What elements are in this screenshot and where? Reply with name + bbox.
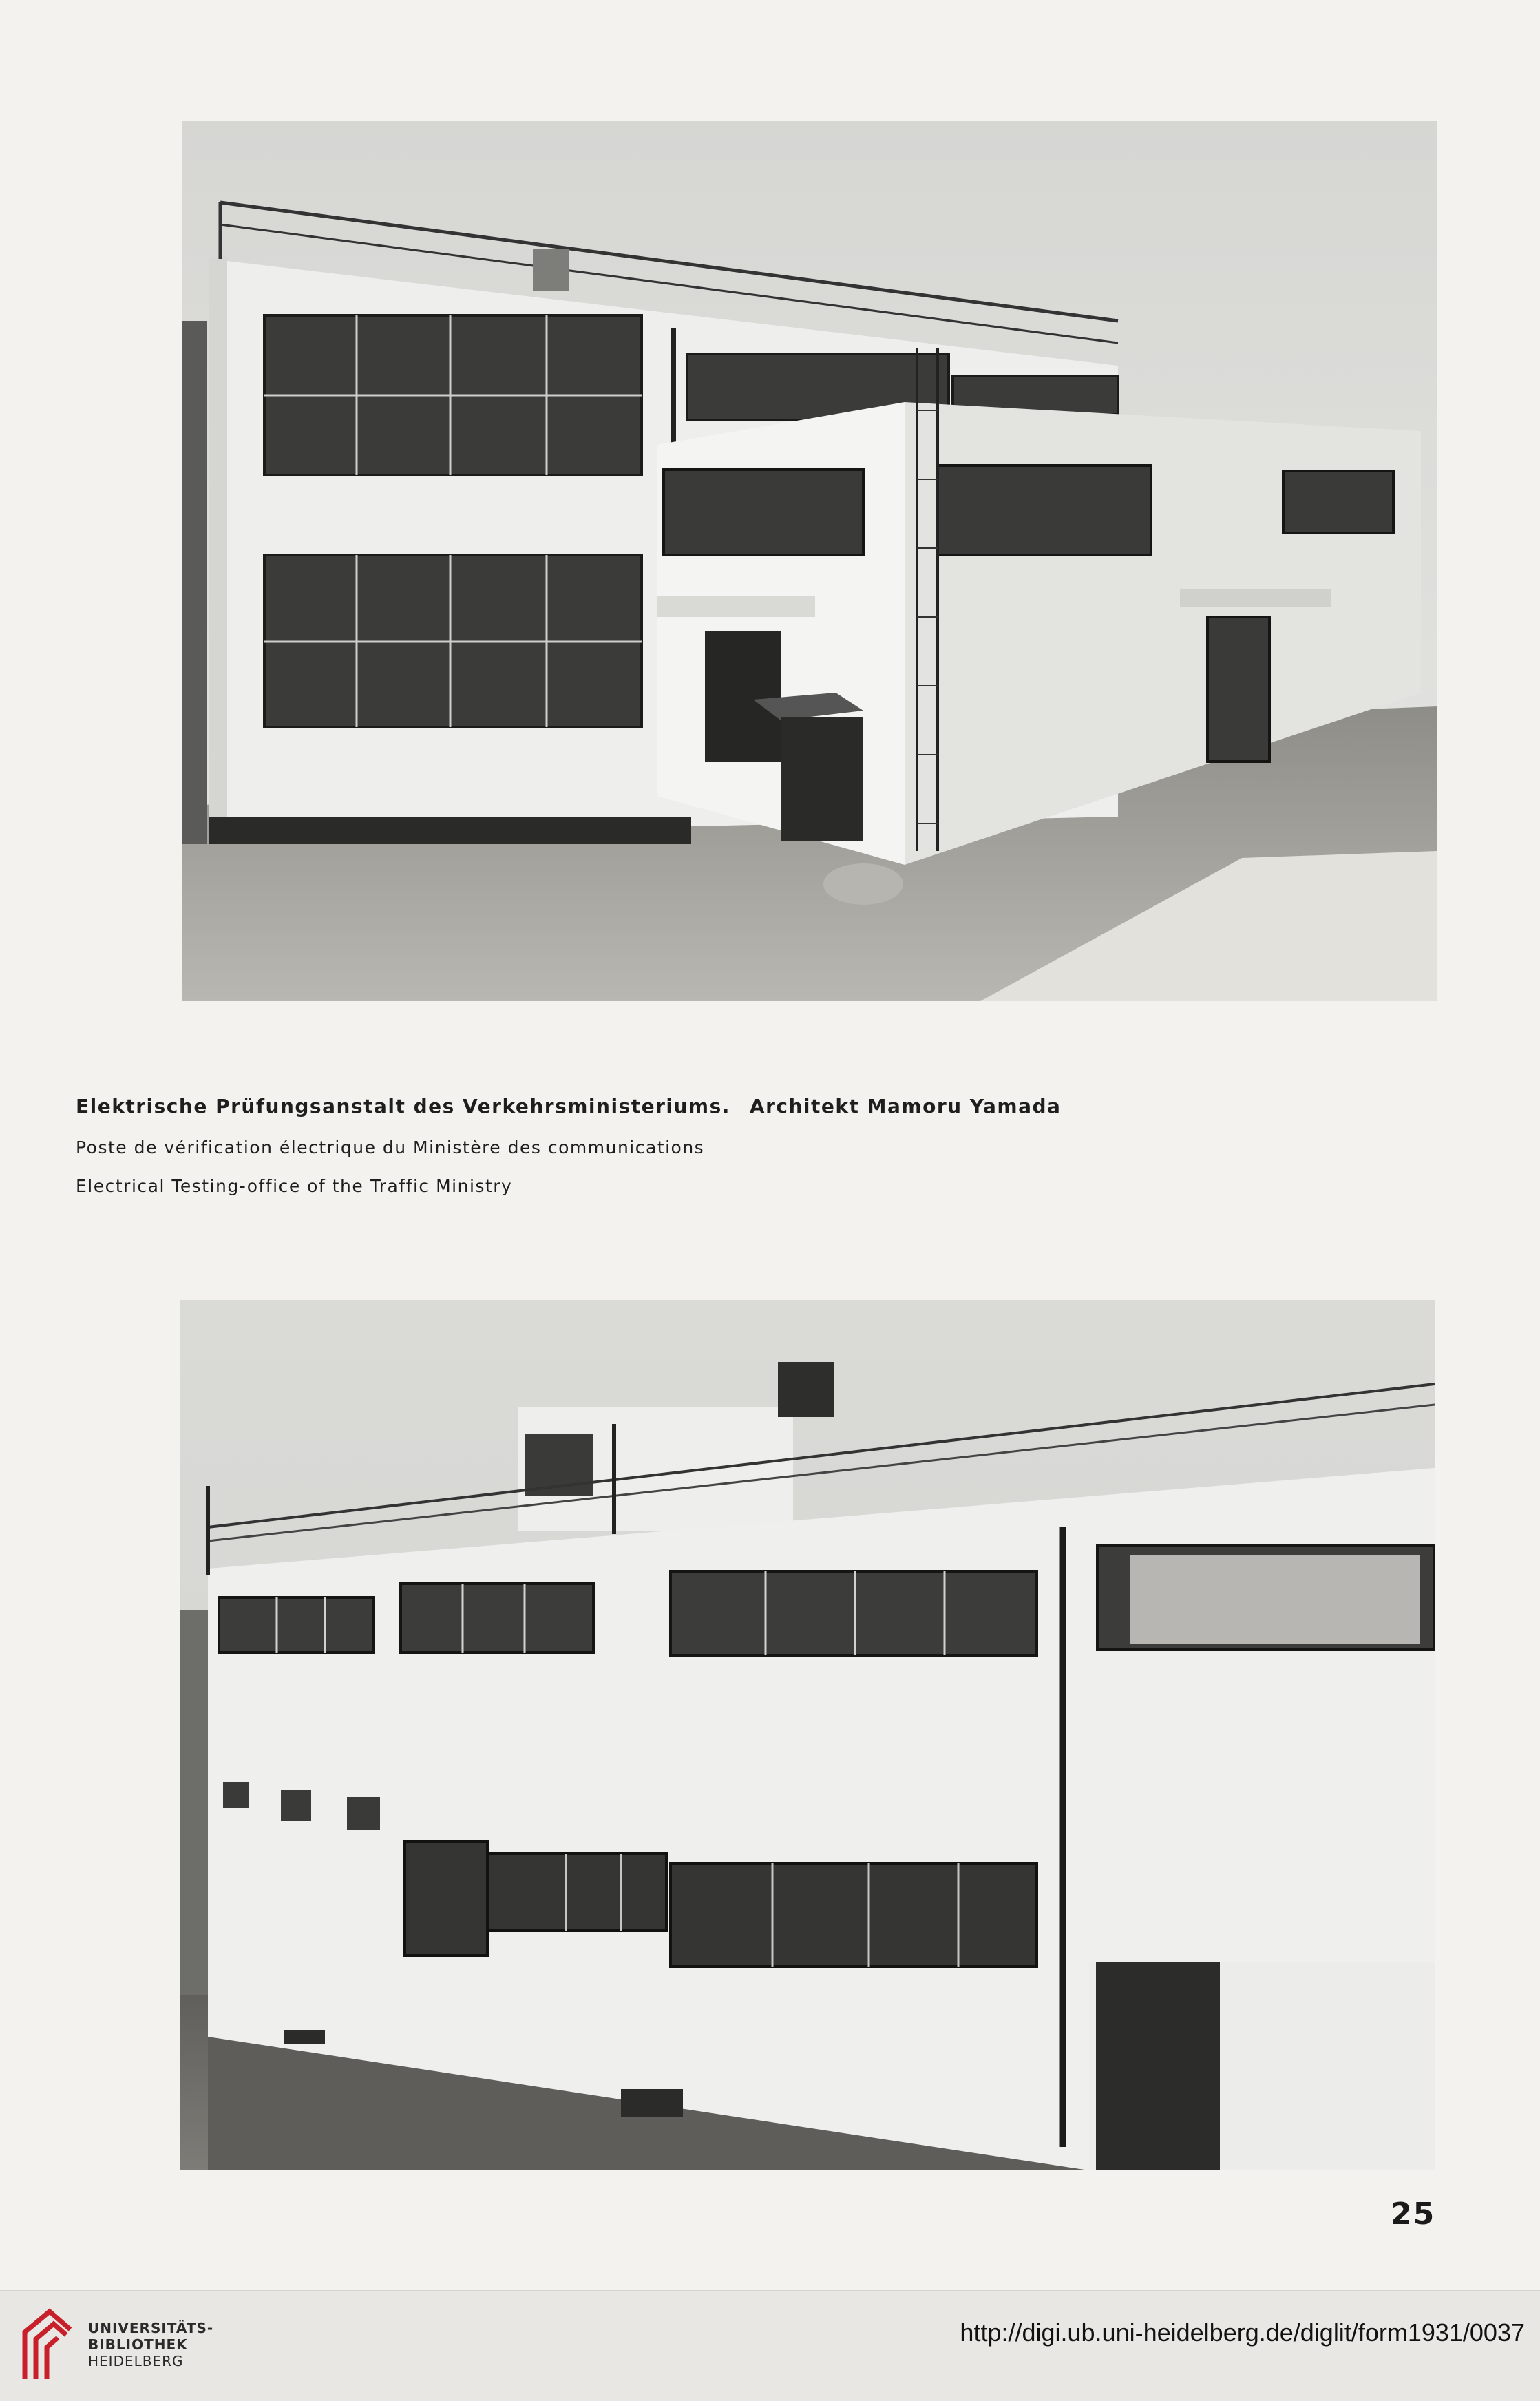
building-photo-bottom bbox=[180, 1300, 1435, 2170]
page-number: 25 bbox=[1391, 2196, 1436, 2232]
building-photo-top-image bbox=[182, 121, 1437, 1001]
footer-bar bbox=[0, 2290, 1540, 2401]
footer-url-link[interactable]: http://digi.ub.uni-heidelberg.de/diglit/form1931/0037 bbox=[960, 2318, 1525, 2347]
caption-german-title: Elektrische Prüfungsanstalt des Verkehrsministeriums. bbox=[76, 1095, 730, 1118]
library-name-line-1: UNIVERSITÄTS- bbox=[88, 2320, 214, 2336]
caption-german-architect: Architekt Mamoru Yamada bbox=[749, 1095, 1062, 1118]
university-library-logo-icon bbox=[18, 2305, 77, 2384]
building-photo-top bbox=[182, 121, 1437, 1001]
caption-french: Poste de vérification électrique du Ministère des communications bbox=[76, 1137, 705, 1157]
library-name-line-3: HEIDELBERG bbox=[88, 2353, 184, 2369]
library-name-line-2: BIBLIOTHEK bbox=[88, 2336, 188, 2353]
caption-english: Electrical Testing-office of the Traffic Ministry bbox=[76, 1176, 513, 1196]
caption-german bbox=[76, 1095, 1061, 1118]
building-photo-bottom-image bbox=[180, 1300, 1435, 2170]
